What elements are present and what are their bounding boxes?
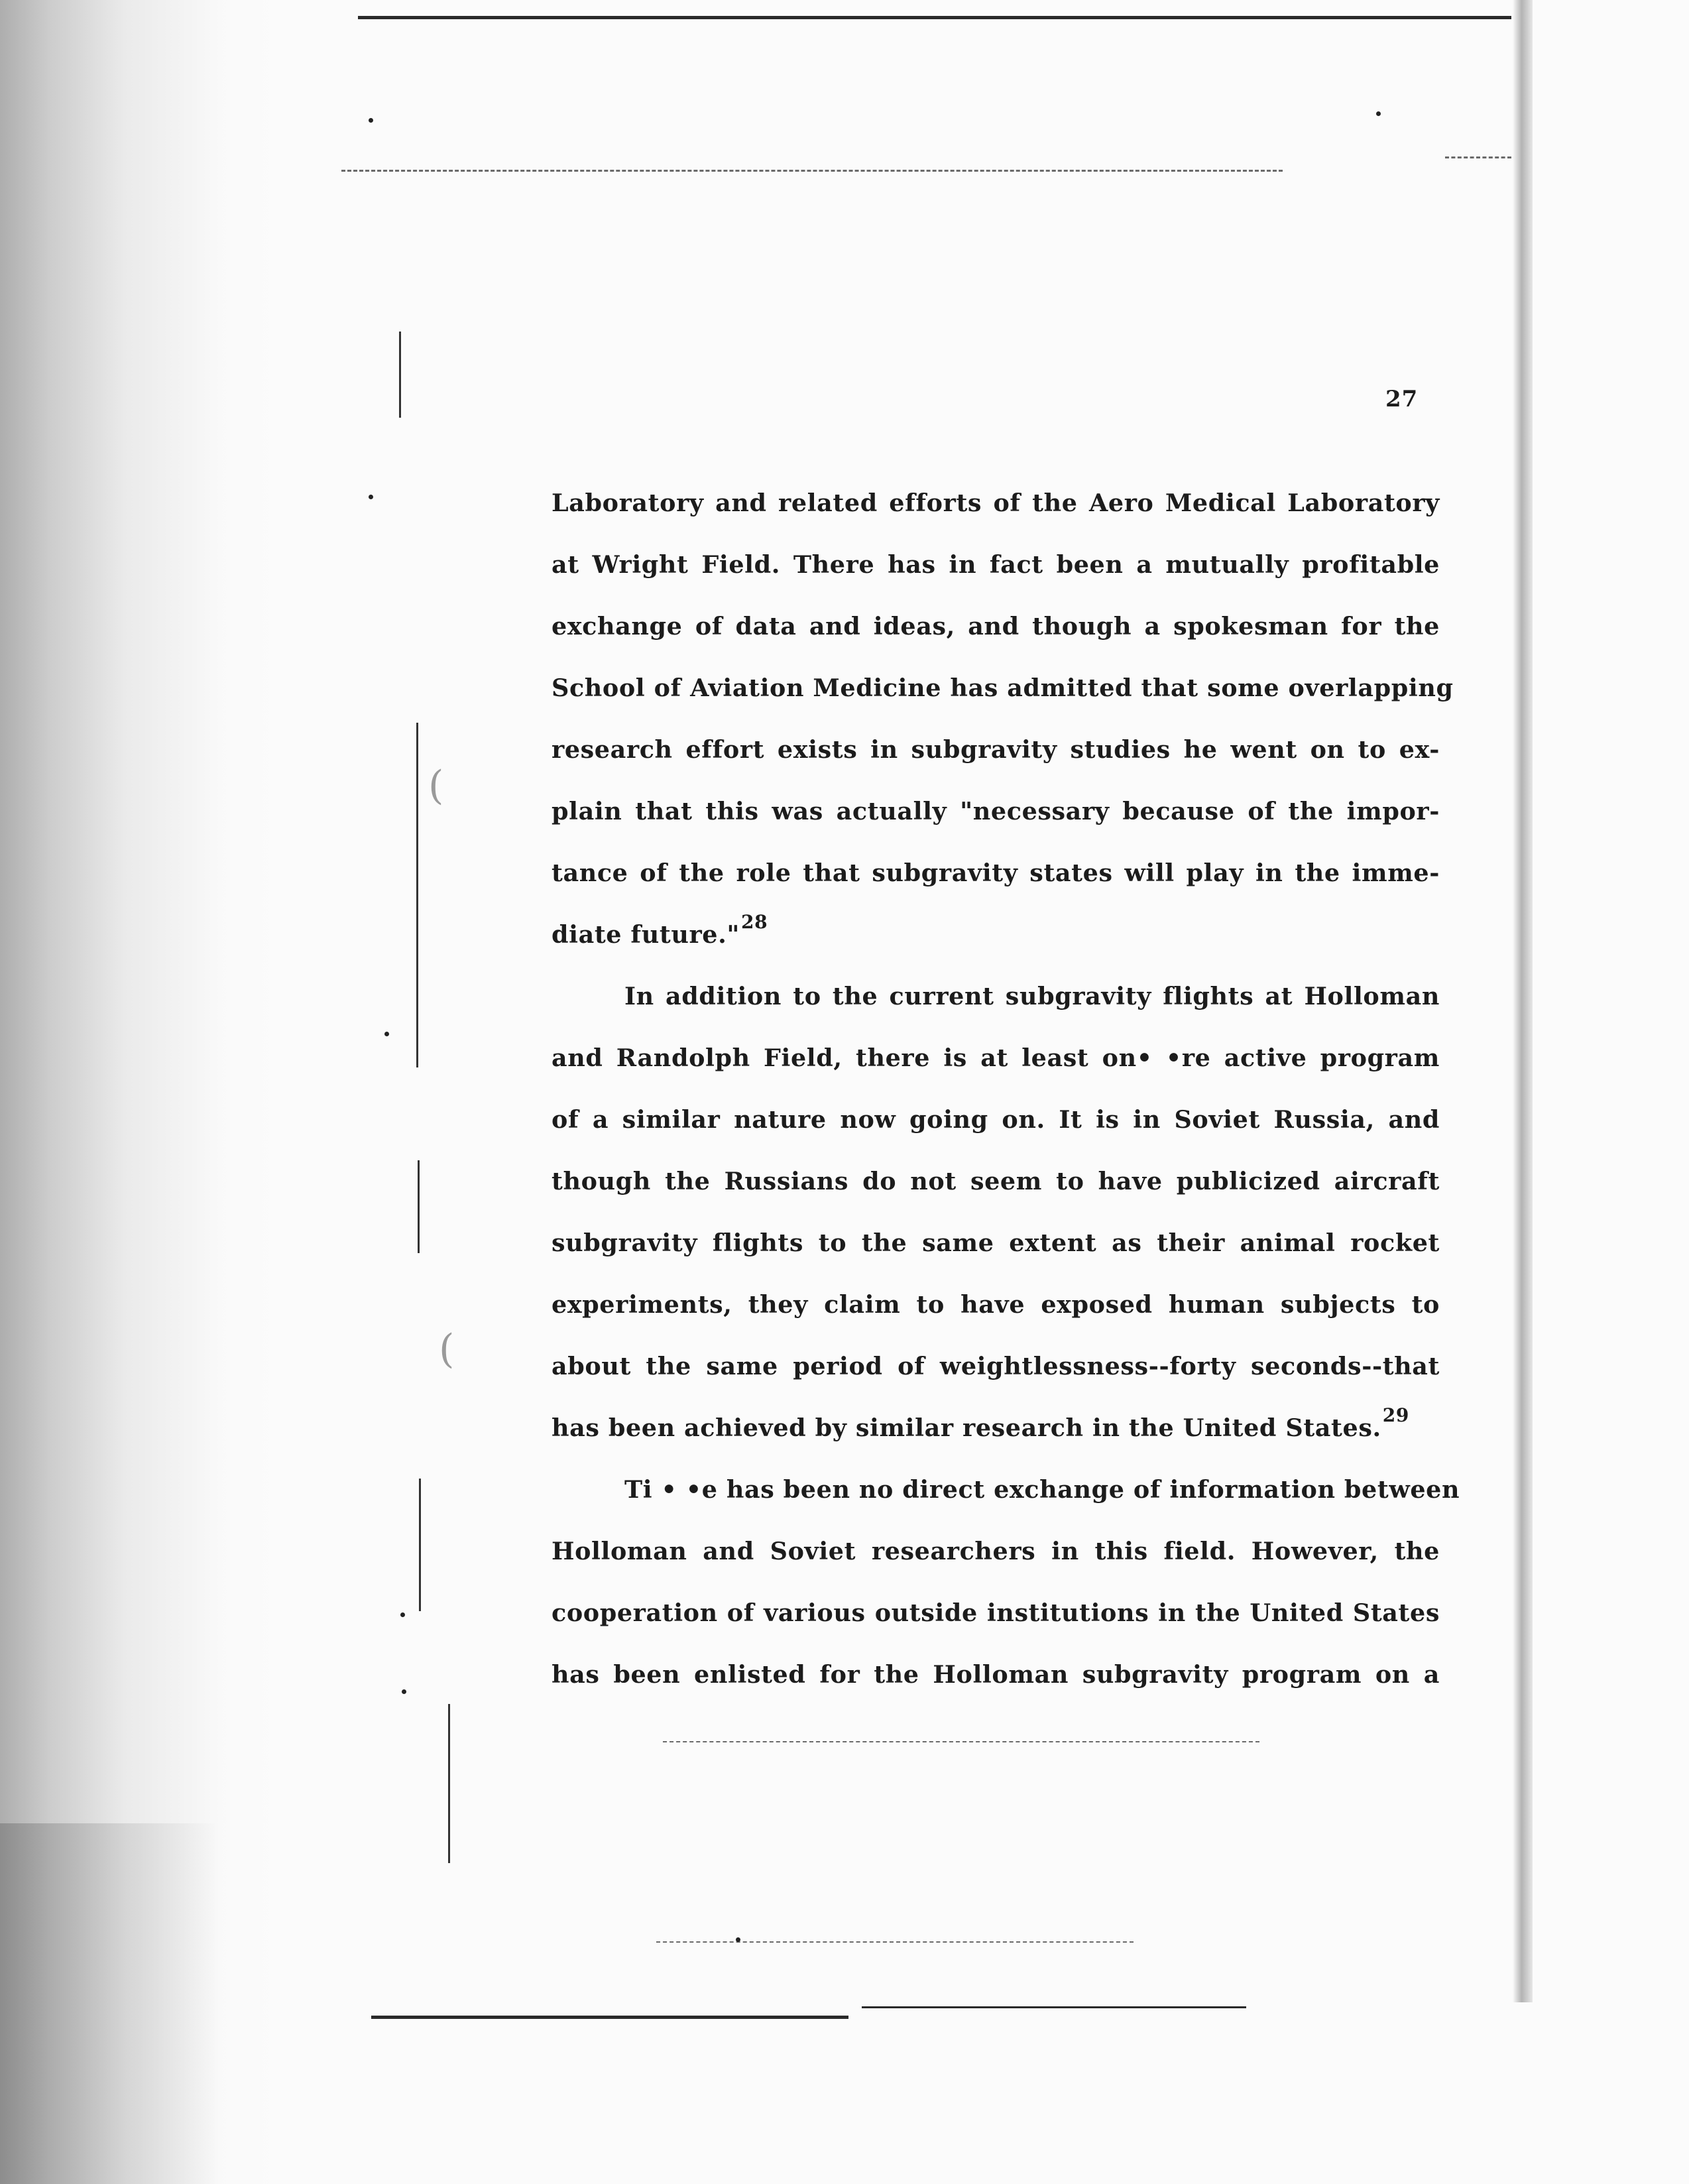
footnote-marker: 28 (741, 911, 768, 933)
top-rule (358, 16, 1511, 19)
text-line: Holloman and Soviet researchers in this field. However, the (552, 1537, 1440, 1565)
text-line: and Randolph Field, there is at least on• •re active program (552, 1044, 1440, 1072)
bottom-rule (371, 2016, 848, 2019)
margin-mark-vertical (418, 1160, 420, 1253)
text-line: Ti • •e has been no direct exchange of information between (624, 1475, 1460, 1504)
page-edge-right (1513, 0, 1533, 2002)
footnote-marker: 29 (1382, 1404, 1409, 1426)
text-line: subgravity flights to the same extent as their animal rocket (552, 1229, 1440, 1257)
text-line-content: diate future." (552, 920, 740, 949)
text-line: though the Russians do not seem to have publicized aircraft (552, 1167, 1440, 1195)
page-number: 27 (1385, 386, 1419, 412)
speck (1376, 111, 1381, 116)
scanner-shadow-bottom-left (0, 1823, 219, 2184)
text-line: cooperation of various outside institutions in the United States (552, 1599, 1440, 1627)
speck (369, 118, 373, 123)
text-line: School of Aviation Medicine has admitted that some overlapping (552, 674, 1454, 702)
text-line: about the same period of weightlessness--forty seconds--that (552, 1352, 1440, 1380)
text-line: Laboratory and related efforts of the Aero Medical Laboratory (552, 489, 1440, 517)
text-line: tance of the role that subgravity states will play in the imme- (552, 859, 1440, 887)
text-line: research effort exists in subgravity studies he went on to ex- (552, 735, 1440, 764)
text-line (552, 904, 1440, 965)
margin-paren-mark: ( (439, 1326, 455, 1372)
margin-paren-mark: ( (428, 762, 444, 809)
text-line: experiments, they claim to have exposed human subjects to (552, 1290, 1440, 1319)
text-line: exchange of data and ideas, and though a spokesman for the (552, 612, 1440, 640)
speck (402, 1689, 406, 1694)
margin-mark-vertical (448, 1704, 450, 1863)
text-line: plain that this was actually "necessary because of the impor- (552, 797, 1440, 825)
speck (736, 1937, 740, 1942)
body-text (552, 472, 1460, 1705)
margin-mark-vertical (419, 1479, 421, 1611)
text-line: of a similar nature now going on. It is in Soviet Russia, and (552, 1105, 1440, 1134)
top-dashed-rule (341, 170, 1283, 172)
text-line: has been enlisted for the Holloman subgravity program on a (552, 1660, 1440, 1689)
text-line: at Wright Field. There has in fact been a mutually profitable (552, 550, 1440, 579)
speck (369, 495, 373, 499)
text-line (552, 1397, 1440, 1459)
text-line: In addition to the current subgravity flights at Holloman (624, 982, 1440, 1010)
bottom-rule-segment (862, 2006, 1246, 2008)
speck (400, 1612, 405, 1617)
margin-mark-vertical (416, 723, 418, 1067)
margin-mark-vertical (399, 332, 401, 418)
bottom-dashed-rule-2 (656, 1941, 1134, 1943)
bottom-dashed-rule (663, 1741, 1259, 1742)
text-line-content: has been achieved by similar research in the United States. (552, 1414, 1381, 1442)
top-dashed-rule-right (1445, 156, 1511, 158)
speck (384, 1032, 389, 1036)
